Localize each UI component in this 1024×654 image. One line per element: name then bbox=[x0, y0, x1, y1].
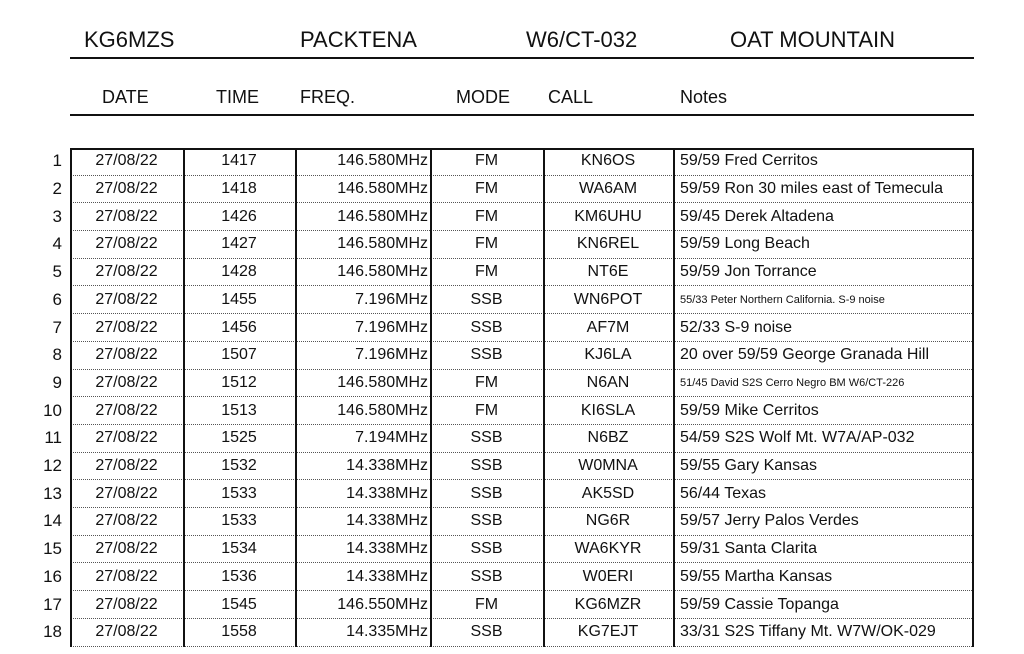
cell-date: 27/08/22 bbox=[95, 290, 158, 308]
table-row bbox=[52, 148, 974, 176]
table-row bbox=[43, 564, 974, 592]
cell-date: 27/08/22 bbox=[95, 429, 158, 447]
table-column-divider bbox=[183, 148, 185, 647]
cell-call: N6AN bbox=[586, 373, 630, 391]
cell-mode: SSB bbox=[470, 290, 503, 308]
cell-call: W0MNA bbox=[578, 457, 638, 475]
cell-notes: 59/59 Fred Cerritos bbox=[680, 152, 818, 170]
table-row bbox=[52, 259, 974, 287]
cell-call: KI6SLA bbox=[580, 401, 636, 419]
cell-call: KN6REL bbox=[576, 235, 640, 253]
cell-mode: SSB bbox=[470, 512, 503, 530]
table-column-divider bbox=[430, 148, 432, 647]
column-header-freq: FREQ. bbox=[300, 87, 356, 107]
cell-mode: SSB bbox=[470, 623, 503, 641]
row-number: 2 bbox=[52, 179, 62, 199]
header-callsign: KG6MZS bbox=[84, 27, 175, 52]
cell-freq: 7.196MHz bbox=[355, 290, 428, 308]
cell-call: AF7M bbox=[586, 318, 630, 336]
table-column-divider bbox=[70, 148, 72, 647]
cell-freq: 146.580MHz bbox=[337, 152, 428, 170]
table-row bbox=[43, 397, 974, 425]
cell-mode: FM bbox=[474, 595, 499, 613]
cell-date: 27/08/22 bbox=[95, 484, 158, 502]
cell-date: 27/08/22 bbox=[95, 623, 158, 641]
cell-freq: 14.338MHz bbox=[346, 457, 428, 475]
table-column-divider bbox=[543, 148, 545, 647]
cell-time: 1417 bbox=[221, 152, 257, 170]
row-number: 3 bbox=[52, 206, 62, 226]
column-header-mode: MODE bbox=[456, 87, 510, 107]
cell-date: 27/08/22 bbox=[95, 457, 158, 475]
cell-notes: 59/55 Martha Kansas bbox=[680, 567, 833, 585]
cell-call: KG6MZR bbox=[574, 595, 642, 613]
cell-notes: 59/55 Gary Kansas bbox=[680, 457, 817, 475]
cell-date: 27/08/22 bbox=[95, 567, 158, 585]
cell-call: WN6POT bbox=[573, 290, 643, 308]
cell-time: 1507 bbox=[221, 346, 257, 364]
cell-call: W0ERI bbox=[582, 567, 634, 585]
cell-date: 27/08/22 bbox=[95, 373, 158, 391]
cell-freq: 146.580MHz bbox=[337, 180, 428, 198]
table-row bbox=[52, 231, 974, 259]
cell-mode: FM bbox=[474, 235, 499, 253]
column-header-divider bbox=[70, 114, 974, 116]
cell-time: 1533 bbox=[221, 512, 257, 530]
cell-freq: 146.580MHz bbox=[337, 207, 428, 225]
row-number: 15 bbox=[43, 539, 62, 559]
cell-time: 1426 bbox=[221, 207, 257, 225]
table-row bbox=[52, 314, 974, 342]
row-number: 9 bbox=[52, 372, 62, 392]
column-header-date: DATE bbox=[102, 87, 149, 107]
cell-date: 27/08/22 bbox=[95, 180, 158, 198]
row-number: 1 bbox=[52, 151, 62, 171]
table-row bbox=[43, 453, 974, 481]
cell-mode: SSB bbox=[470, 457, 503, 475]
cell-time: 1427 bbox=[221, 235, 257, 253]
cell-time: 1534 bbox=[221, 540, 257, 558]
cell-notes: 59/45 Derek Altadena bbox=[680, 207, 834, 225]
table-row bbox=[52, 370, 974, 398]
cell-call: KG7EJT bbox=[577, 623, 639, 641]
row-number: 6 bbox=[52, 289, 62, 309]
cell-call: NG6R bbox=[585, 512, 631, 530]
row-number: 13 bbox=[43, 483, 62, 503]
cell-date: 27/08/22 bbox=[95, 318, 158, 336]
row-number: 10 bbox=[43, 400, 62, 420]
cell-freq: 14.335MHz bbox=[346, 623, 428, 641]
row-number: 5 bbox=[52, 262, 62, 282]
cell-notes: 59/59 Cassie Topanga bbox=[680, 595, 839, 613]
row-number: 4 bbox=[52, 234, 62, 254]
column-header-call: CALL bbox=[548, 87, 594, 107]
cell-call: WA6AM bbox=[578, 180, 638, 198]
cell-notes: 59/59 Mike Cerritos bbox=[680, 401, 819, 419]
cell-notes: 59/57 Jerry Palos Verdes bbox=[680, 512, 859, 530]
header-antenna: PACKTENA bbox=[300, 27, 417, 52]
table-row bbox=[43, 619, 974, 647]
cell-notes: 54/59 S2S Wolf Mt. W7A/AP-032 bbox=[680, 429, 915, 447]
cell-mode: SSB bbox=[470, 567, 503, 585]
cell-mode: FM bbox=[474, 373, 499, 391]
cell-call: N6BZ bbox=[587, 429, 629, 447]
column-header-notes: Notes bbox=[680, 87, 728, 107]
row-number: 7 bbox=[52, 317, 62, 337]
cell-call: KN6OS bbox=[580, 152, 636, 170]
cell-time: 1525 bbox=[221, 429, 257, 447]
cell-notes: 59/59 Ron 30 miles east of Temecula bbox=[680, 180, 943, 198]
table-row bbox=[43, 508, 974, 536]
cell-freq: 14.338MHz bbox=[346, 484, 428, 502]
cell-time: 1456 bbox=[221, 318, 257, 336]
cell-time: 1545 bbox=[221, 595, 257, 613]
cell-time: 1512 bbox=[221, 373, 257, 391]
cell-call: KJ6LA bbox=[584, 346, 632, 364]
cell-mode: FM bbox=[474, 180, 499, 198]
header-summit-name: OAT MOUNTAIN bbox=[730, 27, 895, 52]
cell-call: NT6E bbox=[587, 263, 629, 281]
table-row bbox=[43, 591, 974, 619]
cell-call: AK5SD bbox=[581, 484, 635, 502]
cell-notes: 59/31 Santa Clarita bbox=[680, 540, 817, 558]
cell-call: WA6KYR bbox=[574, 540, 642, 558]
row-number: 17 bbox=[43, 594, 62, 614]
cell-freq: 14.338MHz bbox=[346, 567, 428, 585]
cell-freq: 14.338MHz bbox=[346, 540, 428, 558]
header-summit-ref: W6/CT-032 bbox=[526, 27, 638, 52]
cell-date: 27/08/22 bbox=[95, 346, 158, 364]
row-number: 8 bbox=[52, 345, 62, 365]
row-number: 16 bbox=[43, 566, 62, 586]
cell-notes: 20 over 59/59 George Granada Hill bbox=[680, 346, 930, 364]
cell-time: 1533 bbox=[221, 484, 257, 502]
row-number: 14 bbox=[43, 511, 62, 531]
cell-mode: FM bbox=[474, 207, 499, 225]
cell-mode: FM bbox=[474, 263, 499, 281]
table-row bbox=[52, 342, 974, 370]
cell-mode: SSB bbox=[470, 484, 503, 502]
cell-freq: 146.580MHz bbox=[337, 373, 428, 391]
cell-mode: SSB bbox=[470, 318, 503, 336]
cell-notes: 51/45 David S2S Cerro Negro BM W6/CT-226 bbox=[680, 376, 905, 389]
cell-date: 27/08/22 bbox=[95, 207, 158, 225]
cell-notes: 52/33 S-9 noise bbox=[680, 318, 793, 336]
header-divider bbox=[70, 57, 974, 59]
column-header-time: TIME bbox=[216, 87, 259, 107]
cell-time: 1418 bbox=[221, 180, 257, 198]
cell-mode: SSB bbox=[470, 346, 503, 364]
row-number: 12 bbox=[43, 456, 62, 476]
cell-time: 1428 bbox=[221, 263, 257, 281]
row-number: 11 bbox=[44, 428, 62, 448]
cell-date: 27/08/22 bbox=[95, 595, 158, 613]
cell-freq: 146.580MHz bbox=[337, 263, 428, 281]
cell-time: 1558 bbox=[221, 623, 257, 641]
cell-freq: 146.550MHz bbox=[337, 595, 428, 613]
cell-mode: SSB bbox=[470, 540, 503, 558]
table-column-divider bbox=[972, 148, 974, 647]
cell-date: 27/08/22 bbox=[95, 263, 158, 281]
cell-time: 1455 bbox=[221, 290, 257, 308]
cell-date: 27/08/22 bbox=[95, 512, 158, 530]
cell-freq: 7.196MHz bbox=[355, 346, 428, 364]
cell-notes: 56/44 Texas bbox=[680, 484, 766, 502]
table-row bbox=[52, 287, 974, 315]
cell-freq: 7.194MHz bbox=[355, 429, 428, 447]
row-number: 18 bbox=[43, 622, 62, 642]
table-row bbox=[43, 480, 974, 508]
cell-freq: 146.580MHz bbox=[337, 235, 428, 253]
cell-notes: 55/33 Peter Northern California. S-9 noise bbox=[680, 293, 885, 306]
cell-mode: FM bbox=[474, 152, 499, 170]
cell-freq: 14.338MHz bbox=[346, 512, 428, 530]
cell-date: 27/08/22 bbox=[95, 401, 158, 419]
table-row bbox=[44, 425, 974, 453]
cell-date: 27/08/22 bbox=[95, 235, 158, 253]
cell-notes: 59/59 Jon Torrance bbox=[680, 263, 817, 281]
cell-notes: 33/31 S2S Tiffany Mt. W7W/OK-029 bbox=[680, 623, 936, 641]
cell-freq: 146.580MHz bbox=[337, 401, 428, 419]
cell-date: 27/08/22 bbox=[95, 152, 158, 170]
cell-mode: SSB bbox=[470, 429, 503, 447]
cell-freq: 7.196MHz bbox=[355, 318, 428, 336]
cell-call: KM6UHU bbox=[574, 207, 642, 225]
table-row bbox=[52, 203, 974, 231]
cell-date: 27/08/22 bbox=[95, 540, 158, 558]
cell-time: 1536 bbox=[221, 567, 257, 585]
cell-notes: 59/59 Long Beach bbox=[680, 235, 810, 253]
cell-time: 1532 bbox=[221, 457, 257, 475]
cell-time: 1513 bbox=[221, 401, 257, 419]
table-row bbox=[52, 176, 974, 204]
table-column-divider bbox=[673, 148, 675, 647]
cell-mode: FM bbox=[474, 401, 499, 419]
table-column-divider bbox=[295, 148, 297, 647]
table-row bbox=[43, 536, 974, 564]
